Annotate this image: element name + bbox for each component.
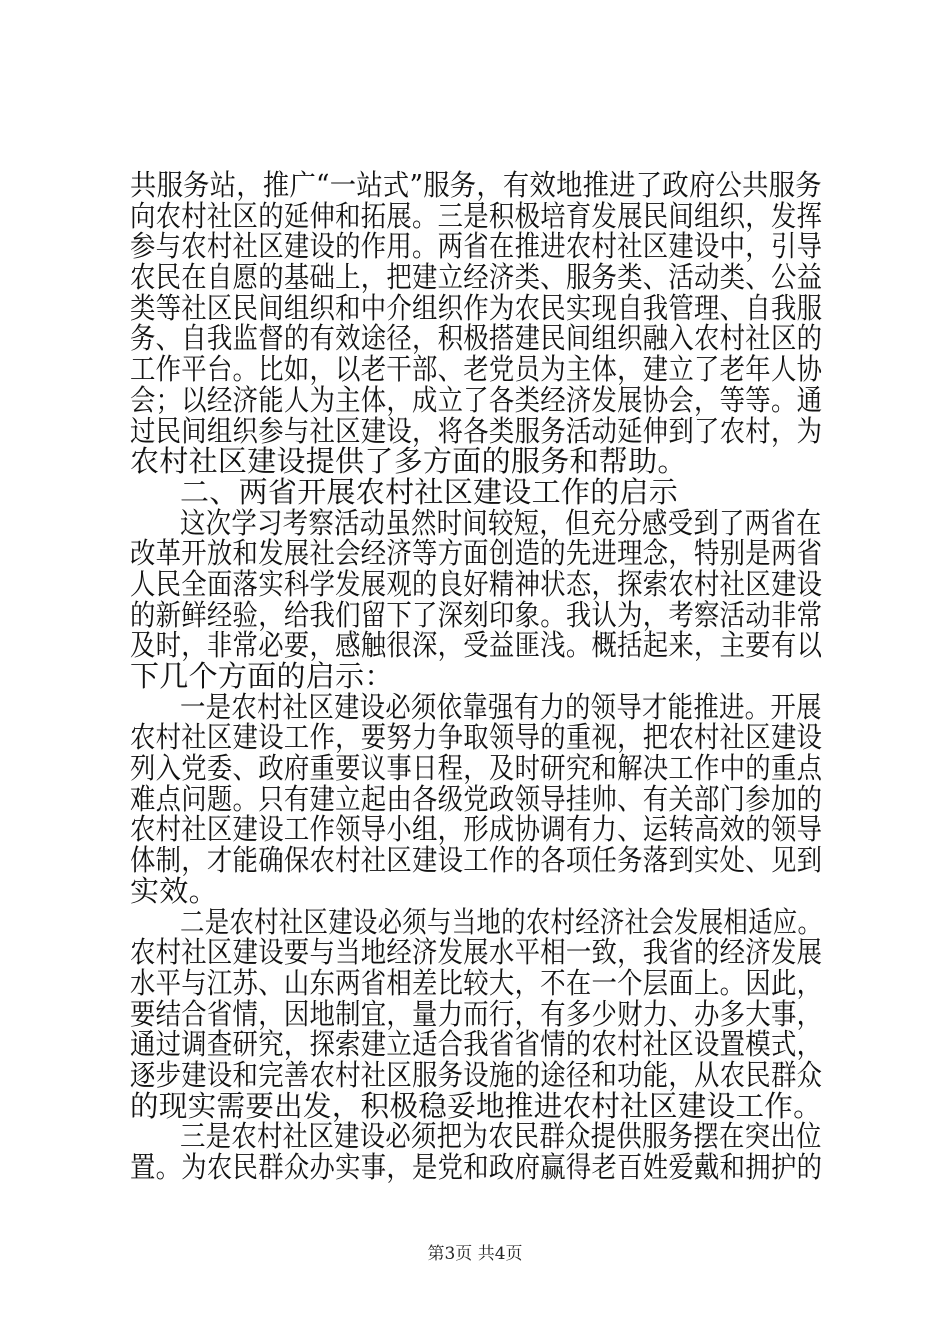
text-line: 类等社区民间组织和中介组织作为农民实现自我管理、自我服: [130, 291, 823, 325]
text-line: 农村社区建设工作领导小组，形成协调有力、运转高效的领导: [130, 812, 823, 846]
text-line: 逐步建设和完善农村社区服务设施的途径和功能，从农民群众: [130, 1058, 823, 1092]
text-line: 参与农村社区建设的作用。两省在推进农村社区建设中，引导: [130, 229, 823, 263]
text-line: 农民在自愿的基础上，把建立经济类、服务类、活动类、公益: [130, 260, 823, 294]
text-line: 会；以经济能人为主体，成立了各类经济发展协会，等等。通: [130, 383, 823, 417]
text-line: 务、自我监督的有效途径，积极搭建民间组织融入农村社区的: [130, 321, 823, 355]
text-line: 这次学习考察活动虽然时间较短，但充分感受到了两省在: [180, 506, 822, 540]
text-line: 过民间组织参与社区建设，将各类服务活动延伸到了农村，为: [130, 414, 823, 448]
text-line: 通过调查研究，探索建立适合我省省情的农村社区设置模式，: [130, 1027, 823, 1061]
text-line: 人民全面落实科学发展观的良好精神状态，探索农村社区建设: [130, 567, 823, 601]
page-footer: 第3页 共4页: [427, 1244, 523, 1264]
text-line: 农村社区建设要与当地经济发展水平相一致，我省的经济发展: [130, 935, 823, 969]
text-line: 及时，非常必要，感触很深，受益匪浅。概括起来，主要有以: [130, 628, 823, 662]
text-line: 农村社区建设工作，要努力争取领导的重视，把农村社区建设: [130, 720, 823, 754]
text-line: 二是农村社区建设必须与当地的农村经济社会发展相适应。: [180, 905, 823, 939]
text-line: 列入党委、政府重要议事日程，及时研究和解决工作中的重点: [130, 751, 823, 785]
text-line: 体制，才能确保农村社区建设工作的各项任务落到实处、见到: [130, 843, 823, 877]
section-heading: 二、两省开展农村社区建设工作的启示: [180, 475, 679, 509]
text-line: 的现实需要出发，积极稳妥地推进农村社区建设工作。: [130, 1089, 822, 1123]
text-line: 三是农村社区建设必须把为农民群众提供服务摆在突出位: [180, 1119, 822, 1153]
text-line: 难点问题。只有建立起由各级党政领导挂帅、有关部门参加的: [130, 782, 823, 816]
text-line: 下几个方面的启示：: [130, 659, 394, 693]
text-line: 一是农村社区建设必须依靠强有力的领导才能推进。开展: [180, 690, 822, 724]
text-line: 共服务站，推广“一站式”服务，有效地推进了政府公共服务: [130, 168, 822, 202]
text-line: 向农村社区的延伸和拓展。三是积极培育发展民间组织，发挥: [130, 199, 823, 233]
text-line: 置。为农民群众办实事，是党和政府赢得老百姓爱戴和拥护的: [130, 1150, 823, 1184]
text-line: 的新鲜经验，给我们留下了深刻印象。我认为，考察活动非常: [130, 598, 823, 632]
text-line: 实效。: [130, 874, 218, 908]
text-line: 要结合省情，因地制宜，量力而行，有多少财力、办多大事，: [130, 997, 823, 1031]
text-line: 改革开放和发展社会经济等方面创造的先进理念，特别是两省: [130, 536, 823, 570]
text-line: 农村社区建设提供了多方面的服务和帮助。: [130, 444, 687, 478]
text-line: 工作平台。比如，以老干部、老党员为主体，建立了老年人协: [130, 352, 823, 386]
text-line: 水平与江苏、山东两省相差比较大，不在一个层面上。因此，: [130, 966, 823, 1000]
